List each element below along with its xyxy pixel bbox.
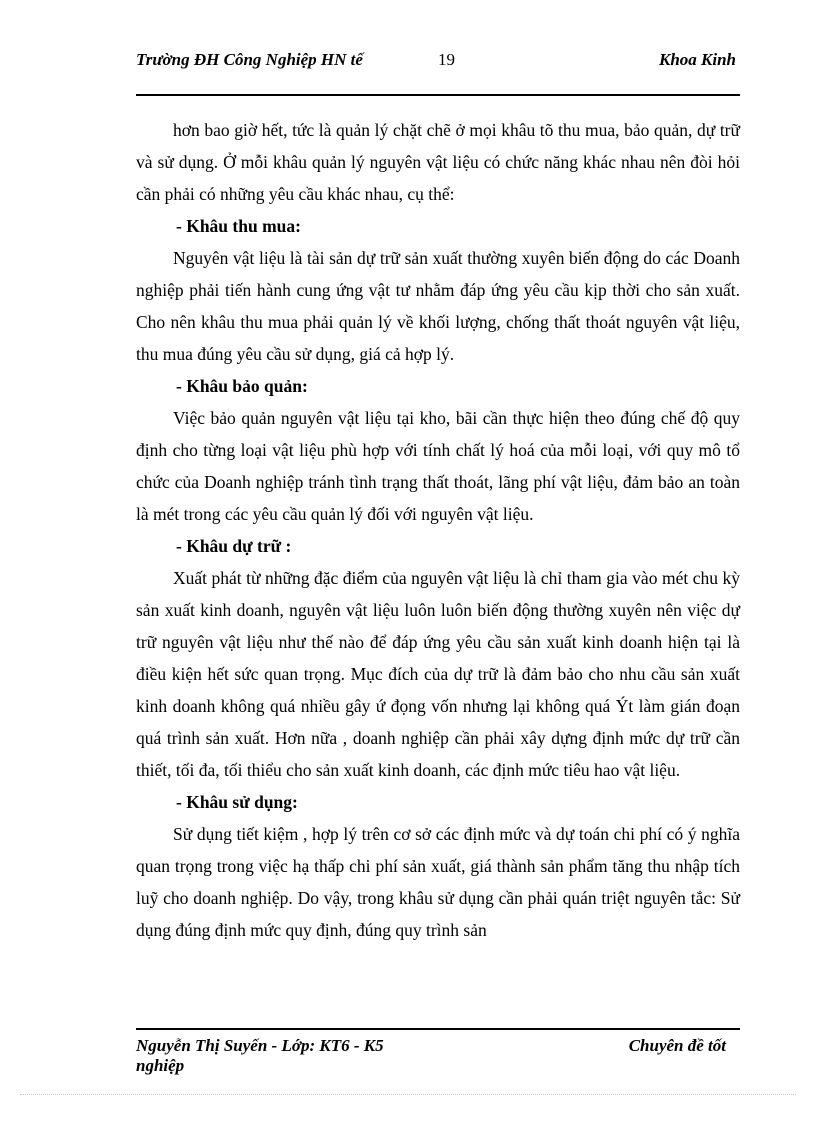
header-department: Khoa Kinh (658, 50, 736, 69)
heading-su-dung: - Khâu sử dụng: (176, 792, 298, 812)
header-school: Trường ĐH Công Nghiệp HN tế (136, 50, 363, 69)
page-bottom-divider (20, 1094, 796, 1095)
paragraph-4: Xuất phát từ những đặc điểm của nguyên vật liệu là chỉ tham gia vào mét chu kỳ sản xuất kinh doanh, nguyên vật liệu luôn luôn biến động thường xuyên nên việc dự trữ nguyên vật liệu như thế nào để đáp ứng yêu cầu sản xuất kinh doanh hiện tại là điều kiện hết sức quan trọng. Mục đích của dự trữ là đảm bảo cho nhu cầu sản xuất kinh doanh không quá nhiều gây ứ đọng vốn nhưng lại không quá Ýt làm gián đoạn quá trình sản xuất. Hơn nữa , doanh nghiệp cần phải xây dựng định mức dự trữ cần thiết, tối đa, tối thiểu cho sản xuất kinh doanh, các định mức tiêu hao vật liệu. (136, 568, 740, 780)
page-number: 19 (438, 50, 455, 69)
heading-thu-mua: - Khâu thu mua: (176, 216, 301, 236)
heading-du-tru: - Khâu dự trữ : (176, 536, 292, 556)
page-footer (136, 1028, 740, 1080)
page-header (136, 50, 740, 96)
paragraph-2: Nguyên vật liệu là tài sản dự trữ sản xuất thường xuyên biến động do các Doanh nghiệp phải tiến hành cung ứng vật tư nhằm đáp ứng yêu cầu kịp thời cho sản xuất. Cho nên khâu thu mua phải quản lý về khối lượng, chống thất thoát nguyên vật liệu, thu mua đúng yêu cầu sử dụng, giá cả hợp lý. (136, 248, 740, 364)
paragraph-3: Việc bảo quản nguyên vật liệu tại kho, bãi cần thực hiện theo đúng chế độ quy định cho từng loại vật liệu phù hợp với tính chất lý hoá của mỗi loại, với quy mô tổ chức của Doanh nghiệp tránh tình trạng thất thoát, lãng phí vật liệu, đảm bảo an toàn là mét trong các yêu cầu quản lý đối với nguyên vật liệu. (136, 408, 740, 524)
document-body (136, 114, 740, 946)
paragraph-1: hơn bao giờ hết, tức là quản lý chặt chẽ ở mọi khâu tõ thu mua, bảo quản, dự trữ và sử dụng. Ở mỗi khâu quản lý nguyên vật liệu có chức năng khác nhau nên đòi hỏi cần phải có những yêu cầu khác nhau, cụ thể: (136, 120, 740, 204)
heading-bao-quan: - Khâu bảo quản: (176, 376, 308, 396)
footer-author: Nguyễn Thị Suyến - Lớp: KT6 - K5 nghiệp (136, 1036, 384, 1075)
paragraph-5: Sử dụng tiết kiệm , hợp lý trên cơ sở các định mức và dự toán chi phí có ý nghĩa quan trọng trong việc hạ thấp chi phí sản xuất, giá thành sản phẩm tăng thu nhập tích luỹ cho doanh nghiệp. Do vậy, trong khâu sử dụng cần phải quán triệt nguyên tắc: Sử dụng đúng định mức quy định, đúng quy trình sản (136, 824, 740, 940)
footer-title: Chuyên đề tốt (628, 1036, 726, 1055)
